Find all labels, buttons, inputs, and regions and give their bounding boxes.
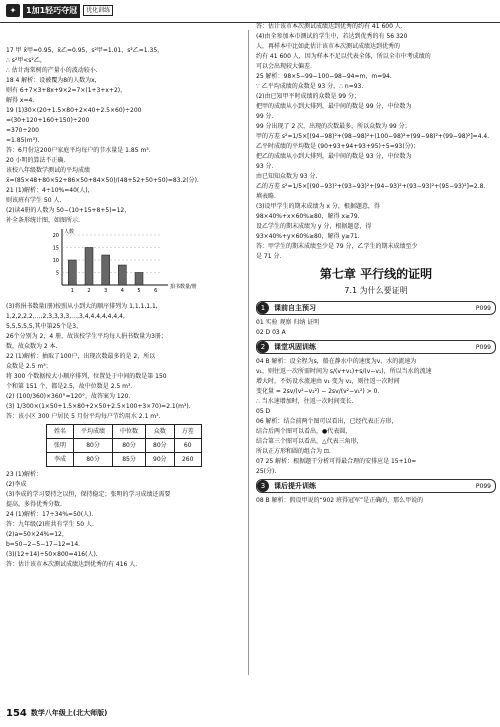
text-line: 结合第三个图可以看出，△代表三角形， (256, 438, 363, 445)
table-row (47, 453, 202, 467)
bar (85, 248, 93, 286)
text-line: (3)李成的学习要持之以恒，保持稳定；张明的学习成绩还需要 (6, 491, 171, 498)
text-line: 增大时，不妨设水流速由 v₁ 变为 v₂，则往返一次时间 (256, 378, 400, 385)
y-tick-label: 5 (55, 270, 59, 277)
text-line: 甲的方差 s²=1/5×[(94−98)²+(98−98)²+(100−98)²+(99−98)²+(99−98)²]=4.4. (256, 133, 490, 140)
text-line: 填表略. (256, 193, 276, 200)
page-number: 154 (6, 707, 27, 719)
text-line: 19 (1)30×(20+1.5×80+2×40+2.5×60)÷200 (6, 107, 142, 114)
text-line: 答：甲学生的期末成绩至少是 79 分，乙学生的期末成绩至少 (256, 243, 418, 250)
text-line: 25(分). (256, 468, 277, 475)
answers-block-3 (6, 470, 244, 569)
brand-name: 1加1轻巧夺冠 (23, 4, 80, 18)
text-line: 答：九年级(2)班共有学生 50 人. (6, 521, 94, 528)
section-bar-pre (256, 301, 496, 315)
text-line: (4)由全参加本市测试的学生中，若达到优秀的有 56 320 (256, 33, 408, 40)
text-line: 数，故众数为 2 本. (6, 343, 58, 350)
y-axis-label: 人数 (64, 229, 75, 235)
header-bar (0, 0, 500, 23)
pre-study-answers (256, 318, 496, 337)
cell: 张明 (47, 439, 74, 453)
text-line: 05 D (256, 408, 271, 415)
text-line: 人，再样本中比如此估计该市本次测试成绩达到优秀的 (256, 43, 401, 50)
header-cell: 方差 (174, 425, 201, 439)
cell: 80分 (74, 453, 113, 467)
text-line: 将 300 个数据按大小顺序排列，位置处于中间的数是第 150 (6, 373, 167, 380)
after-class-answers (256, 496, 496, 505)
section-bar-title: 课堂巩固训练 (274, 342, 316, 351)
text-line: 04 B 解析：设全程为s，船在静水中的速度为v，水的流速为 (256, 358, 417, 365)
text-line: (2)读4册的人数为 50−(10+15+8+5)=12， (6, 207, 131, 214)
text-line: ∵ 乙平均成绩的众数是 93 分，∴ n=93. (256, 83, 364, 90)
text-line: 23 (1)解析： (6, 471, 43, 478)
cell: 李成 (47, 453, 74, 467)
x-tick-label: 4 (120, 288, 124, 294)
text-line: 07 25 解析：根据题干分析可得最合理的安排应是 15+10= (256, 458, 417, 465)
text-line: 99 分出现了 2 次，出现的次数最多，所以众数为 99 分； (256, 123, 411, 130)
left-column (6, 46, 244, 570)
bar-chart-svg (36, 227, 197, 297)
text-line: 26个分别为 2，4 册，故该校学生平均每人捐书数量为3册； (6, 333, 167, 340)
text-line: 约有 41 600 人，因为样本不足以代表全体，所以全市中考成绩的 (256, 53, 431, 60)
x-tick-label: 2 (87, 288, 91, 294)
text-line: =370÷200 (6, 127, 39, 134)
text-line: 98×40%+x×60%≥80，解得 x≥79. (256, 213, 360, 220)
text-line: 93×40%+y×60%≥80，解得 y≥71. (256, 233, 360, 240)
text-line: 众数是 2.5 m³； (6, 363, 52, 370)
text-line: 设乙学生的期末成绩为 y 分，根据题意，得 (256, 223, 372, 230)
text-line: 5,5,5,5,5,其中第25个是3， (6, 323, 83, 330)
text-line: 01 实验 观察 归纳 证明 (256, 319, 320, 326)
chapter-title: 第七章 平行线的证明 (319, 267, 433, 281)
text-line: 02 D 03 A (256, 329, 286, 336)
section-title: 7.1 为什么要证明 (344, 286, 408, 295)
text-line: (2)李成 (6, 481, 27, 488)
text-line: 答：该小区 300 户居民 5 月份平均每户节约用水 2.1 m³. (6, 413, 161, 420)
text-line: 变化量 = 2sv/(v²−v₂²) − 2sv/(v²−v₁²) > 0. (256, 388, 380, 395)
brand (6, 3, 113, 18)
text-line: 结合后两个图可以看出，●代表圆， (256, 428, 352, 435)
text-line: 20 小明的算法不正确. (6, 157, 66, 164)
text-line: 由已知知众数为 93 分. (256, 173, 318, 180)
text-line: 22 (1)解析：抽取了100户，出现次数最多的是 2，所以 (6, 353, 156, 360)
header-cell: 姓名 (47, 425, 74, 439)
text-line: 解得 x=4. (6, 97, 35, 104)
footer (6, 706, 246, 720)
header-cell: 中位数 (113, 425, 146, 439)
bar (135, 273, 143, 286)
y-tick-label: 15 (52, 245, 59, 252)
text-line: (3)将捐书数量(册)按照从小到大的顺序排列为 1,1,1,1,1, (6, 303, 158, 310)
column-divider (248, 30, 249, 675)
section-number: 3 (257, 480, 269, 492)
bar (118, 265, 126, 285)
text-line: 所以正方形和圆的组合为 ⊡. (256, 448, 331, 455)
text-line: 个和第 151 个，都是2.5，故中位数是 2.5 m³. (6, 383, 133, 390)
text-line: ∴ 当水速增加时，往返一次时间变长. (256, 398, 354, 405)
bar (102, 255, 110, 285)
right-column (256, 22, 496, 506)
text-line: 提高，多得优秀分数. (6, 501, 62, 508)
text-line: 06 解析：结合前两个图可以看出，已经代表正方形， (256, 418, 398, 425)
text-line: ∴ s²甲<s²乙， (6, 57, 46, 64)
x-axis-label: 捐书数量/册 (170, 284, 197, 290)
text-line: 把甲的成绩从小到大排列，最中间的数是 99 分，中位数为 (256, 103, 412, 110)
text-line: b=50−2−5−17−12=14. (6, 541, 81, 548)
text-line: =(30+120+160+150)÷200 (6, 117, 90, 124)
section-bar-after (256, 479, 496, 493)
section-number: 1 (257, 302, 269, 314)
text-line: 乙平时成绩的平均数是 (90+93+94+93+95)÷5=93(分)； (256, 143, 420, 150)
book-title: 数学八年级上(北大师版) (30, 708, 108, 717)
text-line: v₁，则往返一次所需时间为 s/(v+v₁)+s/(v−v₁)，所以当水的流速 (256, 368, 432, 375)
header-cell: 众数 (146, 425, 175, 439)
text-line: 答：6月份这200户家庭平均每户的节水量是 1.85 m³. (6, 147, 151, 154)
text-line: 可以会出现较大偏差. (256, 63, 312, 70)
text-line: 24 (1)解析：17÷34%=50(人). (6, 511, 94, 518)
text-line: 是 71 分. (256, 253, 282, 260)
text-line: =1.85(m³). (6, 137, 40, 144)
answers-block-right (256, 22, 496, 261)
y-tick-label: 20 (52, 233, 59, 239)
text-line: (2)由已知甲平时成绩的众数是 99 分； (256, 93, 360, 100)
x-tick-label: 3 (104, 288, 108, 294)
x-tick-label: 5 (137, 288, 141, 294)
answers-block-2 (6, 302, 244, 421)
table-row (47, 439, 202, 453)
header-cell: 平均成绩 (74, 425, 113, 439)
cell: 80分 (113, 439, 146, 453)
text-line: 把乙的成绩从小到大排列，最中间的数是 93 分，中位数为 (256, 153, 412, 160)
bar (68, 260, 76, 285)
cell: 80分 (74, 439, 113, 453)
x-tick-label: 6 (154, 288, 158, 294)
cell: 260 (174, 453, 201, 467)
text-line: 乙的方差 s²=1/5×[(90−93)²+(93−93)²+(94−93)²+(93−93)²+(95−93)²]=2.8. (256, 183, 486, 190)
score-table-header (47, 425, 202, 439)
bar-chart (36, 227, 244, 300)
text-line: 则有 6+7×3+8x+9×2=7×(1+3+x+2)， (6, 87, 127, 94)
section-number: 2 (257, 341, 269, 353)
text-line: 答：估计该市本次测试成绩达到优秀的有 416 人. (6, 561, 138, 568)
brand-logo-icon: ✦ (6, 4, 20, 17)
cell: 80分 (146, 439, 175, 453)
text-line: 08 B 解析：假设甲说的“902 班得冠军”是正确的，那么甲说的 (256, 497, 424, 504)
x-tick-label: 1 (70, 288, 74, 294)
y-tick-label: 10 (52, 258, 59, 264)
text-line: (3)(12+14)÷50×800=416(人). (6, 551, 98, 558)
cell: 60 (174, 439, 201, 453)
section-page-ref: P099 (475, 343, 491, 351)
text-line: 该校八年级数学测试的平均成绩 (6, 167, 91, 174)
text-line: x̄=(85×48+80×52+86×50+84×50)/(48+52+50+50)=83.2(分). (6, 177, 199, 184)
text-line: 18 4 解析：设被覆为8的人数为x， (6, 77, 101, 84)
cell: 85分 (113, 453, 146, 467)
brand-sub: 优化训练 (83, 5, 113, 16)
text-line: 21 (1)解析：4÷10%=40(人)， (6, 187, 94, 194)
text-line: 补全条形统计图，如图所示. (6, 217, 80, 224)
text-line: 25 解析：98×5−99−100−98−94=m，m=94. (256, 73, 392, 80)
answers-block-1 (6, 46, 244, 225)
section-bar-class (256, 340, 496, 354)
text-line: (3)设甲学生的期末成绩为 x 分，根据题意，得 (256, 203, 380, 210)
class-practice-answers (256, 357, 496, 476)
section-page-ref: P099 (475, 304, 491, 312)
text-line: 则该班有学生 50 人. (6, 197, 62, 204)
text-line: 93 分. (256, 163, 274, 170)
text-line: (2)a=50×24%=12， (6, 531, 68, 538)
text-line: ∴ 估计海棠树的产量小的波动较小. (6, 67, 98, 74)
cell: 90分 (146, 453, 175, 467)
section-page-ref: P099 (475, 482, 491, 490)
section-bar-title: 课后提升训练 (274, 481, 316, 490)
section-bar-title: 课前自主预习 (274, 303, 316, 312)
text-line: 99 分. (256, 113, 274, 120)
text-line: 1,2,2,2,2,…,2,3,3,3,3,…,3,4,4,4,4,4,4,4, (6, 313, 125, 320)
score-table (46, 424, 202, 467)
text-line: (2) (100/360)×360°=120°，故答案为 120. (6, 393, 131, 400)
text-line: 17 甲 x̄甲=0.95，x̄乙=0.95，s²甲=1.01，s²乙=1.35， (6, 47, 164, 54)
text-line: (3) 1/300×(1×50+1.5×80+2×50+2.5×100+3×70)=2.1(m³). (6, 403, 191, 410)
text-line: 答：估计该市本次测试成绩达到优秀的约有 41 600 人. (256, 23, 403, 30)
